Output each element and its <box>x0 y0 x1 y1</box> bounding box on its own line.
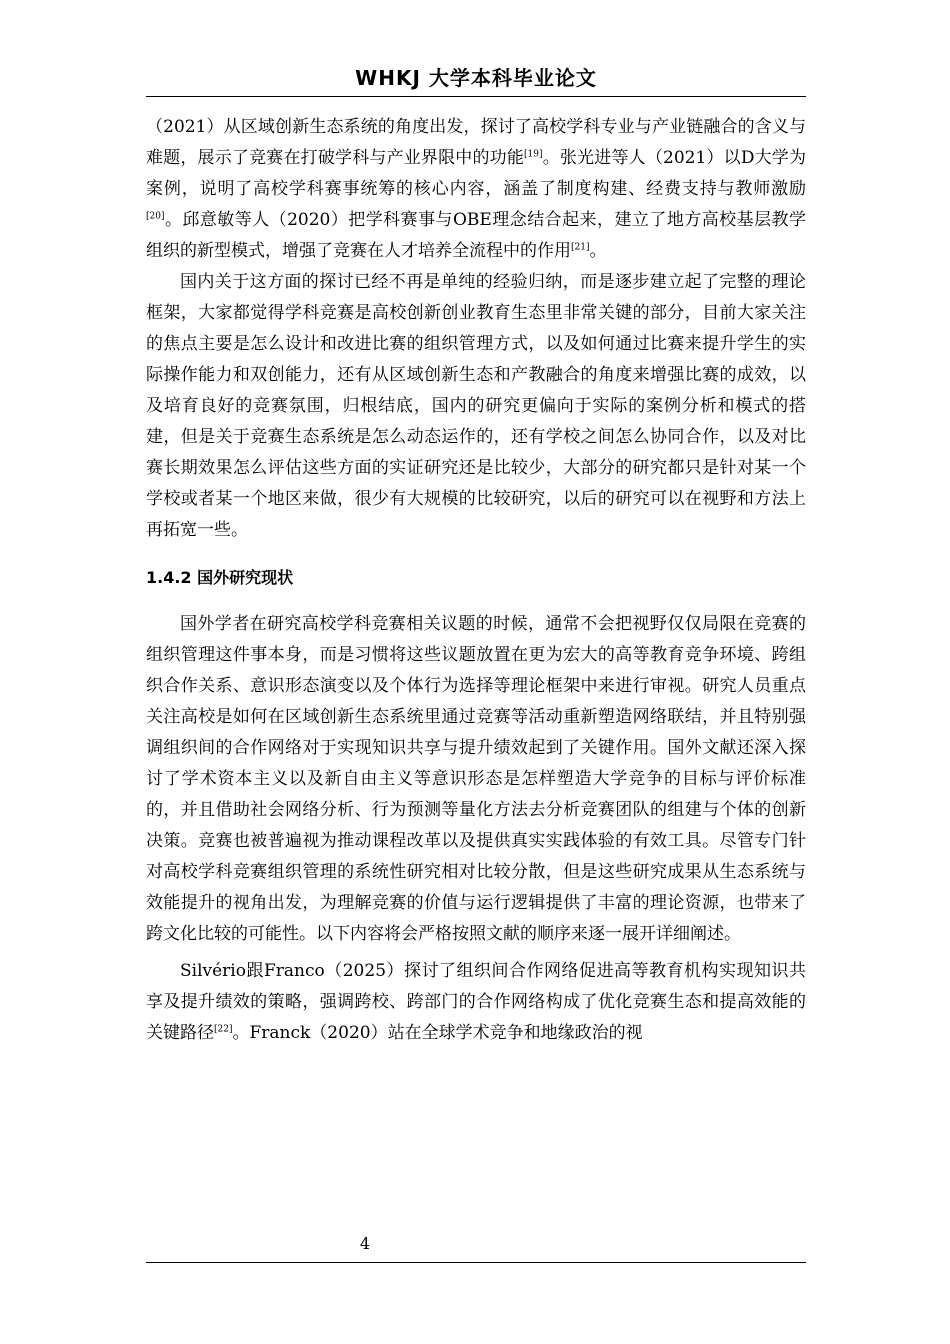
paragraph-domestic-cases <box>146 112 806 267</box>
citation-ref: [19] <box>524 149 543 160</box>
paragraph-text: Silvério跟Franco（2025）探讨了组织间合作网络促进高等教育机构实现知识共享及提升绩效的策略，强调跨校、跨部门的合作网络构成了优化竞赛生态和提高效能的关键路径 <box>146 961 806 1043</box>
paragraph-domestic-summary: 国内关于这方面的探讨已经不再是单纯的经验归纳，而是逐步建立起了完整的理论框架，大家都觉得学科竞赛是高校创新创业教育生态里非常关键的部分，目前大家关注的焦点主要是怎么设计和改进比赛的组织管理方式，以及如何通过比赛来提升学生的实际操作能力和双创能力，还有从区域创新生态和产教融合的角度来增强比赛的成效，以及培育良好的竞赛氛围，归根结底，国内的研究更偏向于实际的案例分析和模式的搭建，但是关于竞赛生态系统是怎么动态运作的，还有学校之间怎么协同合作，以及对比赛长期效果怎么评估这些方面的实证研究还是比较少，大部分的研究都只是针对某一个学校或者某一个地区来做，很少有大规模的比较研究，以后的研究可以在视野和方法上再拓宽一些。 <box>146 272 806 540</box>
citation-ref: [21] <box>571 242 590 253</box>
footer-rule <box>146 1262 806 1263</box>
page-header-title: WHKJ 大学本科毕业论文 <box>355 66 597 90</box>
document-body <box>146 112 806 1049</box>
paragraph-text: 。Franck（2020）站在全球学术竞争和地缘政治的视 <box>232 1023 643 1043</box>
paragraph-foreign-overview: 国外学者在研究高校学科竞赛相关议题的时候，通常不会把视野仅仅局限在竞赛的组织管理这件事本身，而是习惯将这些议题放置在更为宏大的高等教育竞争环境、跨组织合作关系、意识形态演变以及个体行为选择等理论框架中来进行审视。研究人员重点关注高校是如何在区域创新生态系统里通过竞赛等活动重新塑造网络联结，并且特别强调组织间的合作网络对于实现知识共享与提升绩效起到了关键作用。国外文献还深入探讨了学术资本主义以及新自由主义等意识形态是怎样塑造大学竞争的目标与评价标准的，并且借助社会网络分析、行为预测等量化方法去分析竞赛团队的组建与个体的创新决策。竞赛也被普遍视为推动课程改革以及提供真实实践体验的有效工具。尽管专门针对高校学科竞赛组织管理的系统性研究相对比较分散，但是这些研究成果从生态系统与效能提升的视角出发，为理解竞赛的价值与运行逻辑提供了丰富的理论资源，也带来了跨文化比较的可能性。以下内容将会严格按照文献的顺序来逐一展开详细阐述。 <box>146 614 806 944</box>
citation-ref: [22] <box>214 1024 233 1035</box>
paragraph-text: （2021）从区域创新生态系统的角度出发，探讨了高校学科专业与产业链融合的含义与难题，展示了竞赛在打破学科与产业界限中的功能 <box>146 117 806 168</box>
citation-ref: [20] <box>146 211 165 222</box>
section-heading: 1.4.2 国外研究现状 <box>146 568 294 587</box>
paragraph-text: 。张光进等人（2021）以D大学为案例，说明了高校学科赛事统筹的核心内容，涵盖了制度构建、经费支持与教师激励 <box>146 148 806 199</box>
paragraph-text: 。 <box>589 241 607 261</box>
header-rule <box>146 96 806 97</box>
paragraph-foreign-literature <box>146 956 806 1049</box>
paragraph-text: 。邱意敏等人（2020）把学科赛事与OBE理念结合起来，建立了地方高校基层教学组织的新型模式，增强了竞赛在人才培养全流程中的作用 <box>146 210 806 261</box>
page-number: 4 <box>359 1234 371 1253</box>
